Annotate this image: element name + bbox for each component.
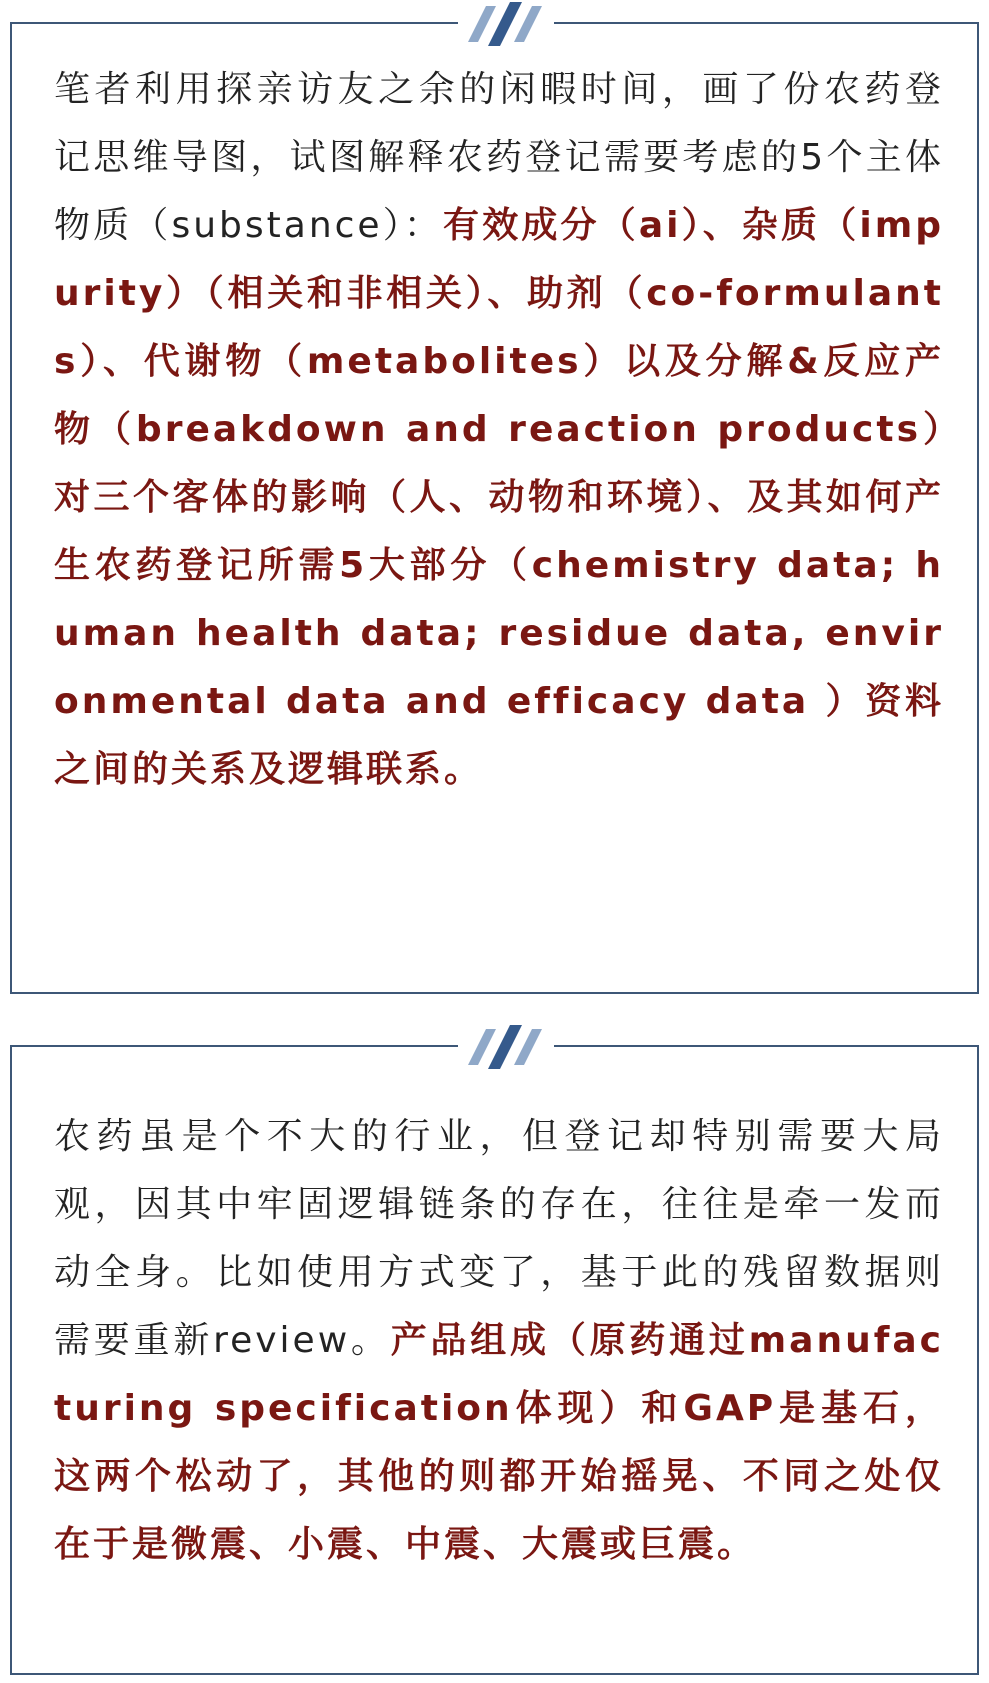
- paragraph-2-normal: 农药虽是个不大的行业，但登记却特别需要大局观，因其中牢固逻辑链条的存在，往往是牵一发而动全身。比如使用方式变了，基于此的残留数据则需要重新review。: [54, 1116, 944, 1361]
- paragraph-1: [54, 56, 944, 804]
- text-box-2: [10, 1045, 979, 1675]
- text-box-1: [10, 22, 979, 994]
- paragraph-1-highlight: 有效成分（ai）、杂质（impurity）（相关和非相关）、助剂（co-formulants）、代谢物（metabolites）以及分解&反应产物（breakdown and reaction products）对三个客体的影响（人、动物和环境）、及其如何产生农药登记所需5大部分（chemistry data; human health data; residue data, environmental data and efficacy data ）资料之间的关系及逻辑联系。: [54, 205, 944, 790]
- paragraph-2-highlight: 产品组成（原药通过manufacturing specification体现）和GAP是基石，这两个松动了，其他的则都开始摇晃、不同之处仅在于是微震、小震、中震、大震或巨震。: [54, 1320, 945, 1565]
- slash-stripes-icon: [458, 1019, 554, 1075]
- paragraph-1-normal: 笔者利用探亲访友之余的闲暇时间，画了份农药登记思维导图，试图解释农药登记需要考虑的5个主体物质（substance）：: [54, 69, 944, 246]
- slash-stripes-icon: [458, 0, 554, 52]
- paragraph-2: [54, 1103, 944, 1579]
